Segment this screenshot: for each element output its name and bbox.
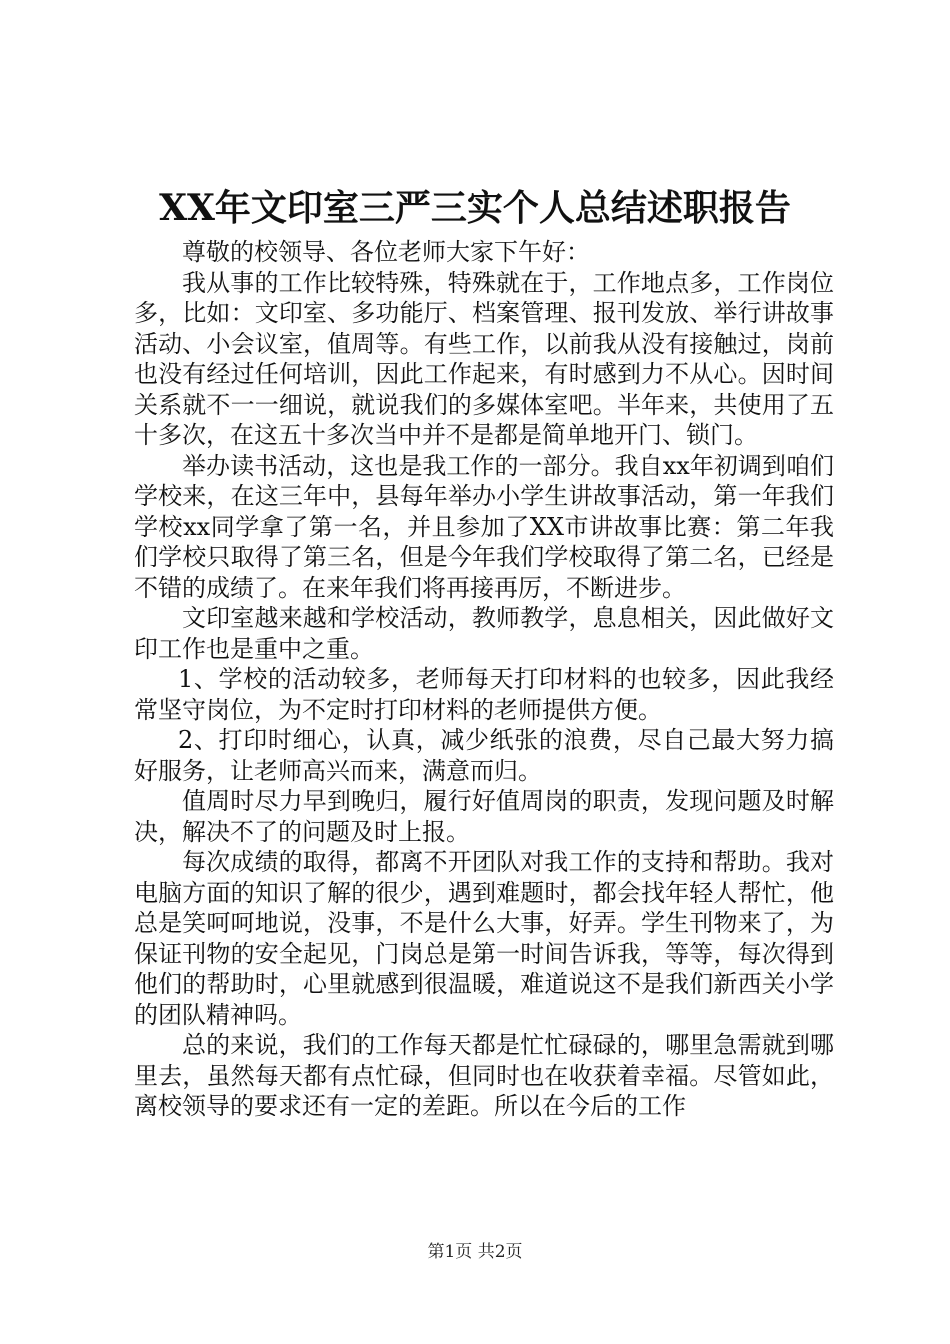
paragraph-duty-week: 值周时尽力早到晚归，履行好值周岗的职责，发现问题及时解决，解决不了的问题及时上报。 (134, 787, 834, 846)
paragraph-summary: 总的来说，我们的工作每天都是忙忙碌碌的，哪里急需就到哪里去，虽然每天都有点忙碌，但同时也在收获着幸福。尽管如此，离校领导的要求还有一定的差距。所以在今后的工作 (134, 1031, 834, 1120)
document-body (134, 237, 834, 1122)
paragraph-greeting: 尊敬的校领导、各位老师大家下午好： (182, 238, 590, 266)
paragraph-teamwork: 每次成绩的取得，都离不开团队对我工作的支持和帮助。我对电脑方面的知识了解的很少，遇到难题时，都会找年轻人帮忙，他总是笑呵呵地说，没事，不是什么大事，好弄。学生刊物来了，为保证刊物的安全起见，门岗总是第一时间告诉我，等等，每次得到他们的帮助时，心里就感到很温暖，难道说这不是我们新西关小学的团队精神吗。 (134, 848, 834, 1029)
paragraph-reading-activity: 举办读书活动，这也是我工作的一部分。我自xx年初调到咱们学校来，在这三年中，县每年举办小学生讲故事活动，第一年我们学校xx同学拿了第一名，并且参加了XX市讲故事比赛：第二年我们学校只取得了第三名，但是今年我们学校取得了第二名，已经是不错的成绩了。在来年我们将再接再厉，不断进步。 (134, 451, 834, 602)
paragraph-print-room: 文印室越来越和学校活动，教师教学，息息相关，因此做好文印工作也是重中之重。 (134, 604, 834, 663)
page-number-footer: 第1页 共2页 (427, 1242, 523, 1262)
paragraph-item-1: 1、学校的活动较多，老师每天打印材料的也较多，因此我经常坚守岗位，为不定时打印材料的老师提供方便。 (134, 665, 834, 724)
paragraph-work-overview: 我从事的工作比较特殊，特殊就在于，工作地点多，工作岗位多，比如：文印室、多功能厅、档案管理、报刊发放、举行讲故事活动、小会议室，值周等。有些工作，以前我从没有接触过，岗前也没有经过任何培训，因此工作起来，有时感到力不从心。因时间关系就不一一细说，就说我们的多媒体室吧。半年来，共使用了五十多次，在这五十多次当中并不是都是简单地开门、锁门。 (134, 268, 834, 449)
document-title: XX年文印室三严三实个人总结述职报告 (159, 187, 791, 229)
paragraph-item-2: 2、打印时细心，认真，减少纸张的浪费，尽自己最大努力搞好服务，让老师高兴而来，满意而归。 (134, 726, 834, 785)
